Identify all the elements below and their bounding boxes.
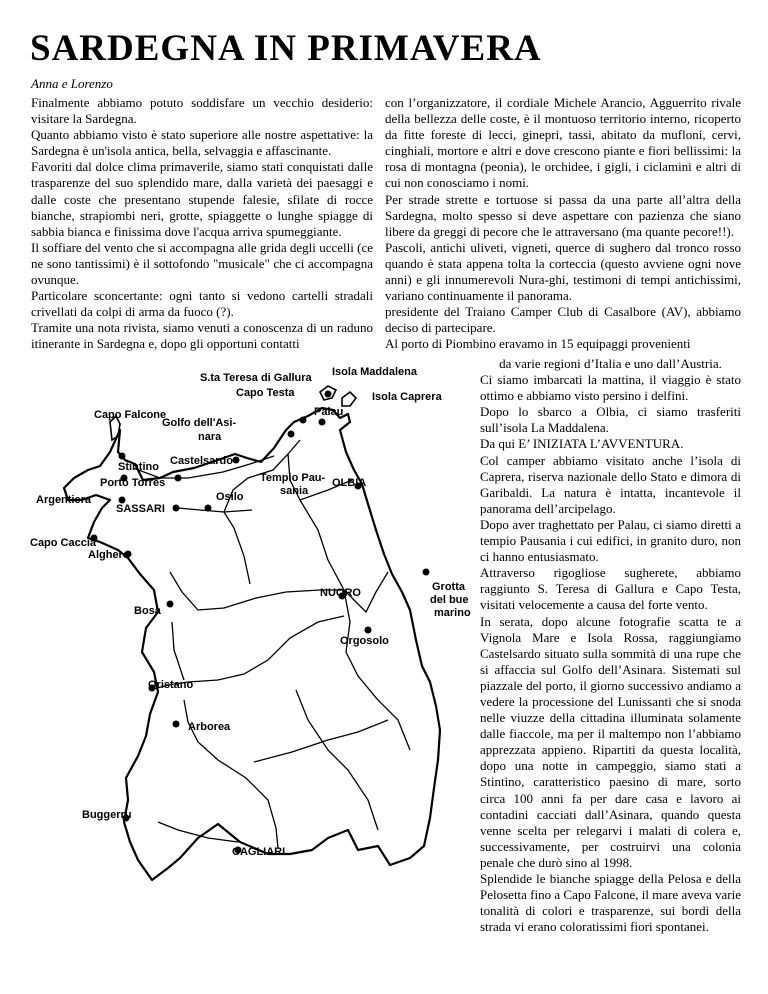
- location-dots: [91, 391, 430, 854]
- sardinia-map: [28, 360, 480, 970]
- dot-capo-testa: [288, 431, 295, 438]
- label-buggerru: Buggerru: [82, 809, 132, 821]
- paragraph: Quanto abbiamo visto è stato superiore alle nostre aspettative: la Sardegna è un'isola antica, bella, selvaggia e affascinante.: [31, 127, 373, 159]
- map-labels: [30, 366, 471, 858]
- paragraph: Pascoli, antichi uliveti, vigneti, querce di sughero dal tronco rosso quando è stata appena tolta la corteccia (questo avviene ogni nove anni) e gli innumerevoli Nura-ghi, testimoni di tempi antichissimi, variano continuamente il panorama.: [385, 239, 741, 304]
- label-grotta-2: del bue: [430, 594, 469, 606]
- label-grotta-3: marino: [434, 607, 471, 619]
- label-tempio-2: sania: [280, 485, 309, 497]
- dot-santa-teresa: [300, 417, 307, 424]
- label-santa-teresa: S.ta Teresa di Gallura: [200, 372, 312, 384]
- paragraph: Dopo lo sbarco a Olbia, ci siamo trasferiti sull’isola La Maddalena.: [480, 404, 741, 436]
- left-column: [31, 95, 373, 353]
- label-castelsardo: Castelsardo: [170, 455, 233, 467]
- label-isola-maddalena: Isola Maddalena: [332, 366, 417, 378]
- dot-castelsardo: [233, 457, 240, 464]
- paragraph: Da qui E’ INIZIATA L’AVVENTURA.: [480, 436, 684, 452]
- paragraph: In serata, dopo alcune fotografie scatta te a Vignola Mare e Isola Rossa, raggiungiamo Castelsardo situato sulla sommità di una rupe che si affaccia sul Golfo dell’Asinara. Sistemati sul piazzale del porto, il giorno successivo andiamo a vedere la processione del Lunissanti che si snoda nelle viuzze della cittadina illuminata solamente dalle fiaccole, ma per il maltempo non l’abbiamo apprezzata appieno. Ripartiti da questa località, dopo una notte in campeggio, siamo stati a Stintino, caratteristico paesino di mare, sorto circa 100 anni fa per dare casa e lavoro ai contadini cacciati dall’Asinara, quando questa venne scelta per relegarvi i malati di colera e, successivamente, per costruirvi una colonia penale che durò sino al 1998.: [480, 613, 741, 870]
- paragraph: Dopo aver traghettato per Palau, ci siamo diretti a tempio Pausania i cui edifici, in granito duro, non ci hanno entusiasmato.: [480, 516, 741, 565]
- paragraph: da varie regioni d’Italia e uno dall’Austria.: [499, 356, 722, 371]
- dot-osilo: [205, 505, 212, 512]
- dot-grotta: [423, 569, 430, 576]
- dot-palau: [319, 419, 326, 426]
- label-golfo-asinara-2: nara: [198, 431, 222, 443]
- paragraph: Particolare sconcertante: ogni tanto si vedono cartelli stradali crivellati da colpi di arma da fuoco (?).: [31, 288, 373, 320]
- article-authors: Anna e Lorenzo: [31, 76, 113, 91]
- label-alghero: Alghero: [88, 549, 130, 561]
- label-capo-caccia: Capo Caccia: [30, 537, 97, 549]
- dot-bosa: [167, 601, 174, 608]
- label-argentiera: Argentiera: [36, 494, 92, 506]
- right-column-top: [385, 95, 741, 353]
- label-golfo-asinara-1: Golfo dell'Asi-: [162, 417, 237, 429]
- label-nuoro: NUORO: [320, 587, 361, 599]
- paragraph: Per strade strette e tortuose si passa da una parte all’altra della Sardegna, molto spesso si deve aspettare con pazienza che siano libere da greggi di pecore che le attraversano (ma quante pecore!!).: [385, 191, 741, 239]
- paragraph: Tramite una nota rivista, siamo venuti a conoscenza di un raduno itinerante in Sardegna e, dopo gli opportuni contatti: [31, 320, 373, 352]
- label-orgosolo: Orgosolo: [340, 635, 389, 647]
- paragraph: Favoriti dal dolce clima primaverile, siamo stati conquistati dalle trasparenze del suo splendido mare, dalla varietà dei paesaggi e dalle coste che presentano stupende falesie, sfilate di rocce bianche, strapiombi neri, grotte, spiaggette o lunghe spiagge di sabbia bianca e finissima dove l'acqua arriva spumeggiante.: [31, 159, 373, 239]
- label-grotta-1: Grotta: [432, 581, 465, 593]
- label-capo-testa: Capo Testa: [236, 387, 295, 399]
- paragraph: Il soffiare del vento che si accompagna alle grida degli uccelli (ce ne sono tantissimi) è il sottofondo "musicale" che ci accompagna ovunque.: [31, 239, 373, 288]
- label-oristano: Oristano: [148, 679, 194, 691]
- dot-orgosolo: [365, 627, 372, 634]
- label-arborea: Arborea: [188, 721, 231, 733]
- label-cagliari: CAGLIARI: [232, 846, 286, 858]
- label-osilo: Osilo: [216, 491, 244, 503]
- paragraph: Col camper abbiamo visitato anche l’isola di Caprera, riserva nazionale dello Stato e dimora di Garibaldi. La natura è intatta, incantevole il panorama dell’arcipelago.: [480, 452, 741, 516]
- label-palau: Palau: [314, 406, 344, 418]
- dot-porto-torres: [175, 475, 182, 482]
- label-stintino: Stintino: [118, 461, 159, 473]
- label-tempio-1: Tempio Pau-: [260, 472, 326, 484]
- right-column-bottom: [480, 356, 741, 935]
- island-caprera: [342, 392, 356, 406]
- paragraph: con l’organizzatore, il cordiale Michele Arancio, Agguerrito rivale della bellezza delle coste, è il montuoso territorio interno, ricoperto da fitte foreste di lecci, ginepri, tassi, abitato da mufloni, cervi, cinghiali, mortore e altri e dove crescono piante e fiori bellissimi: la rosa di montagna (peonia), le orchidee, i gigli, i ciclamini e altri di cui non conosciamo i nomi.: [385, 95, 741, 191]
- label-sassari: SASSARI: [116, 503, 165, 515]
- label-olbia: OLBIA: [332, 477, 367, 489]
- paragraph: Ci siamo imbarcati la mattina, il viaggio è stato ottimo e abbiamo visto persino i delfini.: [480, 372, 741, 404]
- label-isola-caprera: Isola Caprera: [372, 391, 442, 403]
- paragraph: presidente del Traiano Camper Club di Casalbore (AV), abbiamo deciso di partecipare.: [385, 304, 741, 336]
- paragraph: Finalmente abbiamo potuto soddisfare un vecchio desiderio: visitare la Sardegna.: [31, 95, 373, 127]
- paragraph: Splendide le bianche spiagge della Pelosa e della Pelosetta fino a Capo Falcone, il mare aveva varie tonalità di colori e trasparenze, sui bordi della strada vi erano coloratissimi fiori spontanei.: [480, 871, 741, 935]
- dot-capo-falcone: [119, 453, 126, 460]
- label-capo-falcone: Capo Falcone: [94, 409, 167, 421]
- paragraph: Attraverso rigogliose sugherete, abbiamo raggiunto S. Teresa di Gallura e Capo Testa, visitati velocemente a causa del forte vento.: [480, 565, 741, 613]
- dot-arborea: [173, 721, 180, 728]
- label-porto-torres: Porto Torres: [100, 477, 166, 489]
- dot-sassari: [173, 505, 180, 512]
- article-title: SARDEGNA IN PRIMAVERA: [30, 28, 542, 69]
- label-bosa: Bosa: [134, 605, 161, 617]
- paragraph: Al porto di Piombino eravamo in 15 equipaggi provenienti: [385, 336, 691, 352]
- dot-maddalena: [325, 391, 332, 398]
